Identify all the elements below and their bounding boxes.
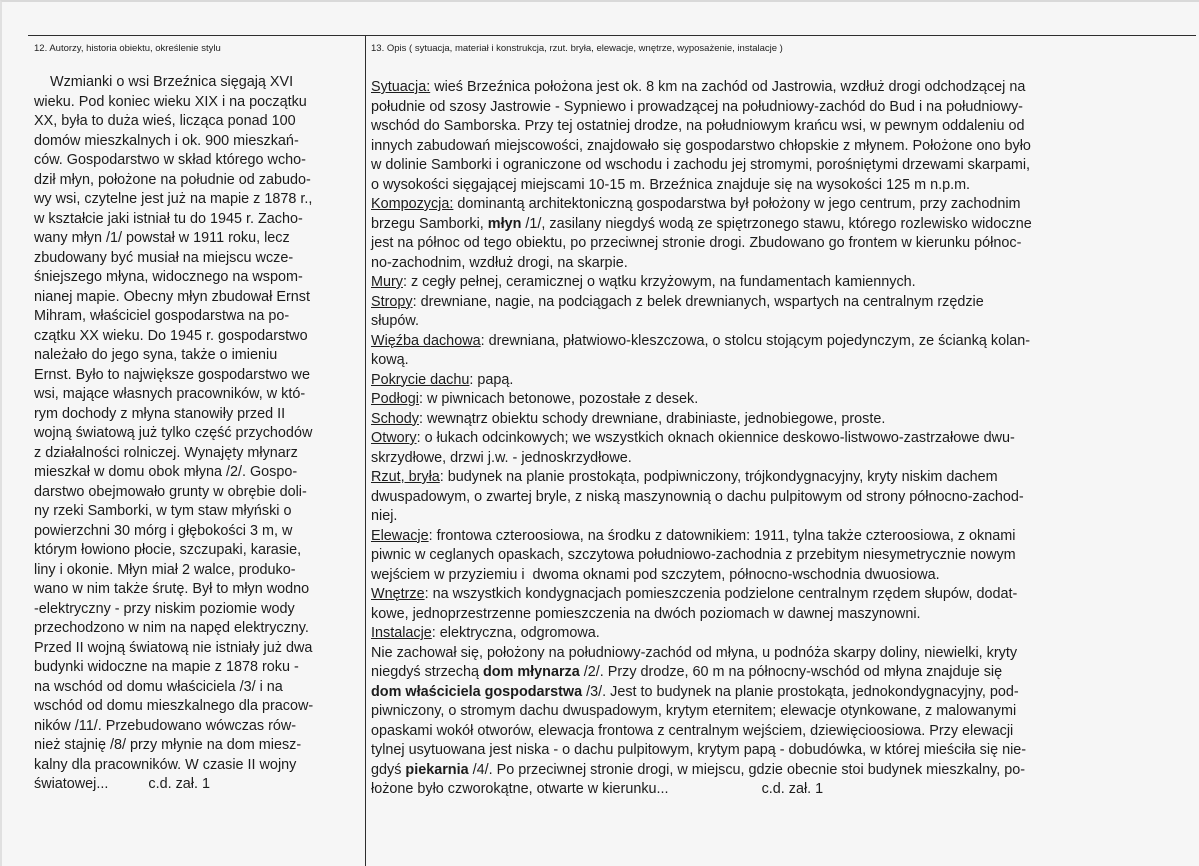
description-line: tylnej usytuowana jest niska - o dachu pulpitowym, krytym papą - dobudówka, w której mieściła się nie- [371,742,1027,758]
description-line: innych zabudowań miejscowości, znajdowało się gospodarstwo chłopskie z młynem. Położone ono było [371,137,1031,154]
otwory-label: Otwory [371,430,417,446]
wnetrze-label: Wnętrze [371,586,425,602]
history-line: nianej mapie. Obecny młyn zbudował Ernst [34,288,310,305]
wiezba-line: Więźba dachowa: drewniana, płatwiowo-kleszczowa, o stolcu stojącym pojedynczym, ze ścianką kolan- [371,332,1031,349]
history-line: wy wsi, czytelne jest już na mapie z 1878 r., [34,191,313,207]
rzut-line: Rzut, bryła: budynek na planie prostokąta, podpiwniczony, trójkondygnacyjny, kryty niskim dachem [371,469,998,485]
history-last-text: światowej... [34,776,109,792]
description-line: w dolinie Samborki i ograniczone od wschodu i zachodu jej stromymi, porośniętymi drzewami skarpami, [371,157,1031,173]
instalacje-label: Instalacje [371,625,432,641]
description-line: no-zachodnim, wzdłuż drogi, na skarpie. [371,254,628,271]
description-line: południe od szosy Jastrowie - Sypniewo i prowadzącej na południowy-zachód do Bud i na południowy- [371,98,1023,115]
description-line: kowe, jednoprzestrzenne pomieszczenia na dwóch poziomach w dawnej maszynowni. [371,605,921,622]
description-line: słupów. [371,313,419,329]
kompozycja-line: Kompozycja: dominantą architektoniczną gospodarstwa był położony w jego centrum, przy zachodnim [371,196,1021,212]
continuation-note: c.d. zał. 1 [148,776,210,792]
history-line: domów mieszkalnych i ok. 900 mieszkań- [34,132,299,149]
history-line: wany młyn /1/ powstał w 1911 roku, lecz [34,230,290,246]
description-line: Nie zachował się, położony na południowy-zachód od młyna, u podnóża skarpy doliny, niewielki, kryty [371,644,1018,661]
section-12-header: 12. Autorzy, historia obiektu, określenie stylu [34,43,221,54]
bold-mlyn: młyn [487,215,522,232]
description-line: wejściem w przyziemiu i dwoma oknami pod szczytem, północno-wschodnia dwuosiowa. [371,566,940,583]
bold-piekarnia: piekarnia [405,761,469,778]
description-line: dwuspadowym, o zwartej bryle, z niską maszynownią o dachu pulpitowym od strony północno-zachod- [371,488,1024,505]
history-line: ny rzeki Samborki, w tym staw młyński o [34,503,292,519]
description-line: niegdyś strzechą dom młynarza /2/. Przy drodze, 60 m na północny-wschód od młyna znajduje się [371,664,1003,680]
history-line: -elektryczny - przy niskim poziomie wody [34,600,295,617]
history-line: kalny dla pracowników. W czasie II wojny [34,756,297,773]
elewacje-line: Elewacje: frontowa czteroosiowa, na środku z datownikiem: 1911, tylna także czteroosiowa, z oknami [371,527,1016,544]
schody-label: Schody [371,410,419,427]
history-line: nież stajnię /8/ przy młynie na dom miesz- [34,737,302,753]
podlogi-label: Podłogi [371,391,420,407]
history-line: ników /11/. Przebudowano wówczas rów- [34,717,297,734]
history-line: rym dochody z młyna stanowiły przed II [34,405,286,422]
description-line: piwnic w ceglanych opaskach, szczytowa południowo-zachodnia z przebitym niesymetrycznie nowym [371,547,1016,563]
history-line: wieku. Pod koniec wieku XIX i na początku [34,93,307,110]
description-line: skrzydłowe, drzwi j.w. - jednoskrzydłowe. [371,449,632,466]
history-line: dził młyn, położone na południe od zabudo- [34,171,311,188]
description-line: jest na północ od tego obiektu, po przeciwnej stronie drogi. Zbudowano go frontem w kierunku północ- [371,235,1022,251]
description-line: kową. [371,352,409,368]
stropy-label: Stropy [371,293,413,310]
history-line: powierzchni 30 mórg i głębokości 3 m, w [34,522,293,539]
history-line: Mihram, właściciel gospodarstwa na po- [34,308,290,324]
bold-dom-wlasciciela: dom właściciela gospodarstwa [371,683,583,700]
description-line: dom właściciela gospodarstwa /3/. Jest to budynek na planie prostokąta, jednokondygnacyjny, pod- [371,683,1019,700]
description-line: wschód do Samborska. Przy tej ostatniej drodze, na południowym krańcu wsi, w pewnym oddaleniu od [371,118,1025,134]
history-line: ców. Gospodarstwo w skład którego wcho- [34,152,306,168]
history-line: darstwo obejmowało grunty w obrębie doli- [34,483,307,500]
rzut-label: Rzut, bryła [371,469,440,485]
description-line: piwniczony, o stromym dachu dwuspadowym, krytym eternitem; elewacje otynkowane, z malowanymi [371,703,1017,719]
history-line: należało do jego syna, także o imieniu [34,347,278,363]
elewacje-label: Elewacje [371,527,429,544]
history-line: wojną światową już tylko część przychodów [34,425,313,441]
history-line: Ernst. Było to największe gospodarstwo we [34,366,310,383]
history-line: Wzmianki o wsi Brzeźnica sięgają XVI [34,74,294,90]
history-line: w kształcie jaki istniał tu do 1945 r. Zacho- [34,210,303,227]
otwory-line: Otwory: o łukach odcinkowych; we wszystkich oknach okiennice deskowo-listwowo-zastrzałowe dwu- [371,430,1015,446]
mury-label: Mury [371,274,403,290]
history-line: zbudowany być musiał na miejscu wcze- [34,249,294,266]
section-13-header: 13. Opis ( sytuacja, materiał i konstrukcja, rzut. bryła, elewacje, wnętrze, wyposażenie, instalacje ) [371,43,783,54]
instalacje-line: Instalacje: elektryczna, odgromowa. [371,625,600,641]
continuation-note: c.d. zał. 1 [761,781,824,797]
history-line: liny i okonie. Młyn miał 2 walce, produko- [34,561,296,578]
description-last-line: łożone było czworokątne, otwarte w kierunku... c.d. zał. 1 [371,780,1197,800]
description-line: opaskami wokół otworów, elewacja frontowa z centralnym wejściem, dziewięcioosiowa. Przy elewacji [371,722,1014,739]
description-line: niej. [371,508,398,524]
description-line: o wysokości sięgającej miejscami 10-15 m. Brzeźnica znajduje się na wysokości 125 m n.p.m. [371,176,971,193]
sytuacja-line: Sytuacja: wieś Brzeźnica położona jest ok. 8 km na zachód od Jastrowia, wzdłuż drogi odchodzącej na [371,79,1026,95]
wnetrze-line: Wnętrze: na wszystkich kondygnacjach pomieszczenia podzielone centralnym rzędem słupów, dodat- [371,586,1018,602]
column-divider [365,35,366,866]
history-line: czątku XX wieku. Do 1945 r. gospodarstwo [34,327,308,344]
history-line: na wschód od domu właściciela /3/ i na [34,678,283,695]
history-line: z działalności rolniczej. Wynajęty młynarz [34,444,298,461]
schody-line: Schody: wewnątrz obiektu schody drewniane, drabiniaste, jednobiegowe, proste. [371,410,886,427]
bold-dom-mlynarza: dom młynarza [482,664,580,680]
history-line: mieszkał w domu obok młyna /2/. Gospo- [34,464,298,480]
history-line: budynki widoczne na mapie z 1878 roku - [34,659,299,675]
podlogi-line: Podłogi: w piwnicach betonowe, pozostałe z desek. [371,391,699,407]
history-line: Przed II wojną światową nie istniały już dwa [34,639,313,656]
history-line: wano w nim także śrutę. Był to młyn wodno [34,581,310,597]
pokrycie-line: Pokrycie dachu: papą. [371,371,514,388]
history-line: przechodzono w nim na napęd elektryczny. [34,620,309,636]
stropy-line: Stropy: drewniane, nagie, na podciągach z belek drewnianych, wspartych na centralnym rzędzie [371,293,984,310]
sytuacja-label: Sytuacja: [371,79,431,95]
history-line: którym łowiono płocie, szczupaki, karasie, [34,542,302,558]
mury-line: Mury: z cegły pełnej, ceramicznej o wątku krzyżowym, na fundamentach kamiennych. [371,274,916,290]
history-text [34,73,364,795]
wiezba-label: Więźba dachowa [371,332,481,349]
history-line: XX, była to duża wieś, licząca ponad 100 [34,113,296,129]
history-line: wschód od domu mieszkalnego dla pracow- [34,698,314,714]
pokrycie-label: Pokrycie dachu [371,371,470,388]
kompozycja-label: Kompozycja: [371,196,454,212]
description-line: brzegu Samborki, młyn /1/, zasilany niegdyś wodą ze spiętrzonego stawu, którego rozlewisko widoczne [371,215,1032,232]
history-line: wsi, mające własnych pracowników, w któ- [34,386,306,402]
top-rule [28,35,1196,36]
history-last-line [34,775,364,795]
description-text [371,78,1197,800]
description-line: gdyś piekarnia /4/. Po przeciwnej stronie drogi, w miejscu, gdzie obecnie stoi budynek mieszkalny, po- [371,761,1026,778]
history-line: śniejszego młyna, widocznego na wspom- [34,269,303,285]
